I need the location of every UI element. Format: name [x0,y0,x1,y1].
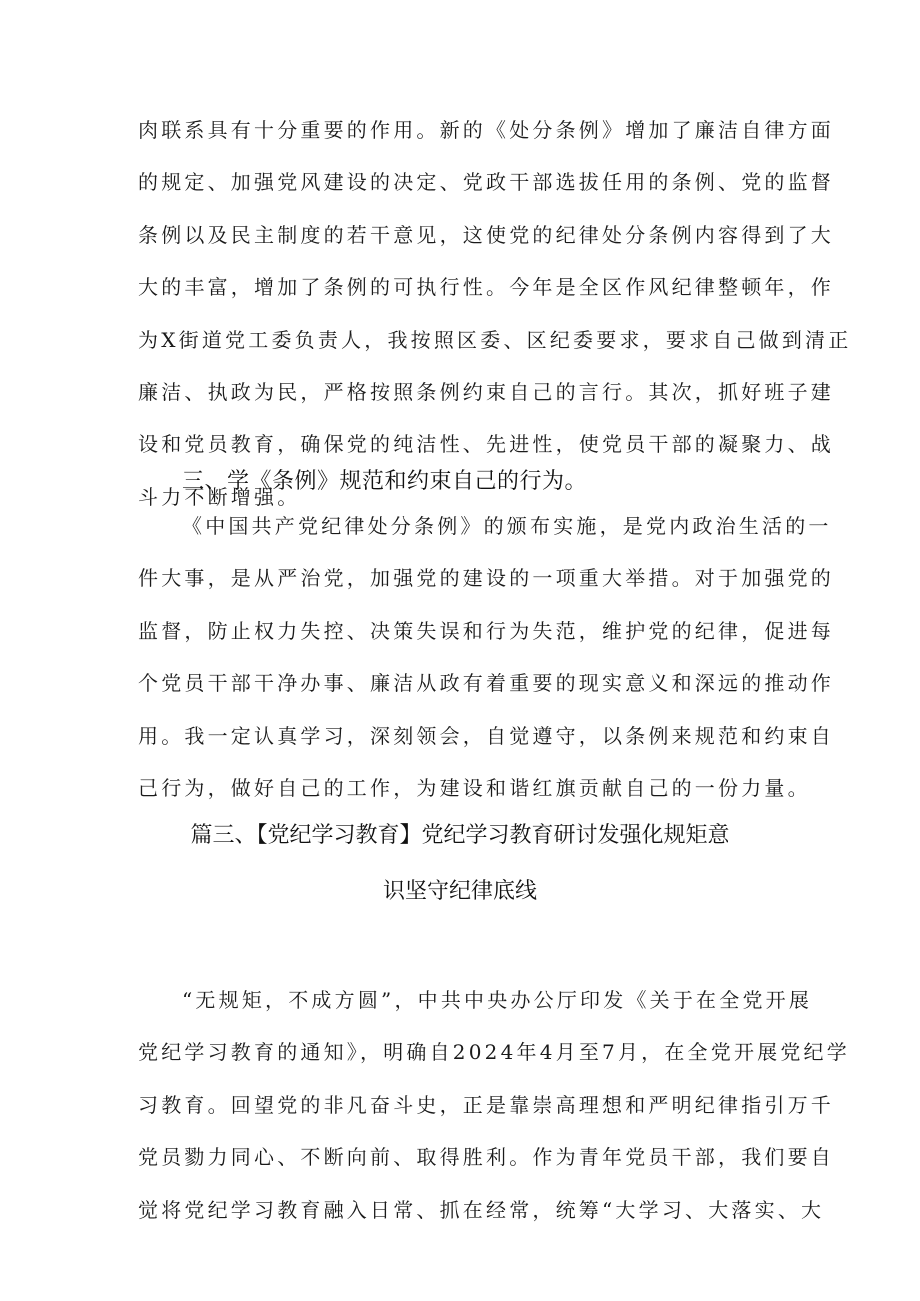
section-heading: 三、学《条例》规范和约束自己的行为。 [182,469,588,494]
text-line: 用。我一定认真学习，深刻领会，自觉遵守，以条例来规范和约束自 [138,723,834,748]
text-line: 监督，防止权力失控、决策失误和行为失范，维护党的纪律，促进每 [138,618,834,643]
text-line: 个党员干部干净办事、廉洁从政有着重要的现实意义和深远的推动作 [138,671,834,696]
paragraph-regulations [138,500,834,814]
text-line: 设和党员教育，确保党的纯洁性、先进性，使党员干部的凝聚力、战 [138,432,834,457]
chapter-title-line-2: 识坚守纪律底线 [382,879,537,904]
paragraph-party-discipline [138,974,850,1236]
text-line: 己行为，做好自己的工作，为建设和谐红旗贡献自己的一份力量。 [138,775,811,800]
text-line: 件大事，是从严治党，加强党的建设的一项重大举措。对于加强党的 [138,566,834,591]
text-line: 为X街道党工委负责人，我按照区委、区纪委要求，要求自己做到清正 [138,327,852,352]
text-line: 习教育。回望党的非凡奋斗史，正是靠崇高理想和严明纪律指引万千 [138,1092,834,1117]
text-line: 廉洁、执政为民，严格按照条例约束自己的言行。其次，抓好班子建 [138,379,834,404]
text-line: 斗力不断增强。 [138,484,301,509]
chapter-title-line-1: 篇三、【党纪学习教育】党纪学习教育研讨发强化规矩意 [190,823,730,848]
text-line: 条例以及民主制度的若干意见，这使党的纪律处分条例内容得到了大 [138,222,834,247]
text-line: 大的丰富，增加了条例的可执行性。今年是全区作风纪律整顿年，作 [138,275,834,300]
text-line: 党员勠力同心、不断向前、取得胜利。作为青年党员干部，我们要自 [138,1145,834,1170]
text-line: 党纪学习教育的通知》，明确自2024年4月至7月，在全党开展党纪学 [138,1040,850,1065]
text-line: 觉将党纪学习教育融入日常、抓在经常，统筹“大学习、大落实、大 [138,1197,825,1222]
text-line: 《中国共产党纪律处分条例》的颁布实施，是党内政治生活的一 [182,514,832,538]
text-line: 肉联系具有十分重要的作用。新的《处分条例》增加了廉洁自律方面 [138,118,834,142]
text-line: “无规矩，不成方圆”，中共中央办公厅印发《关于在全党开展 [182,988,813,1012]
text-line: 的规定、加强党风建设的决定、党政干部选拔任用的条例、党的监督 [138,170,834,195]
